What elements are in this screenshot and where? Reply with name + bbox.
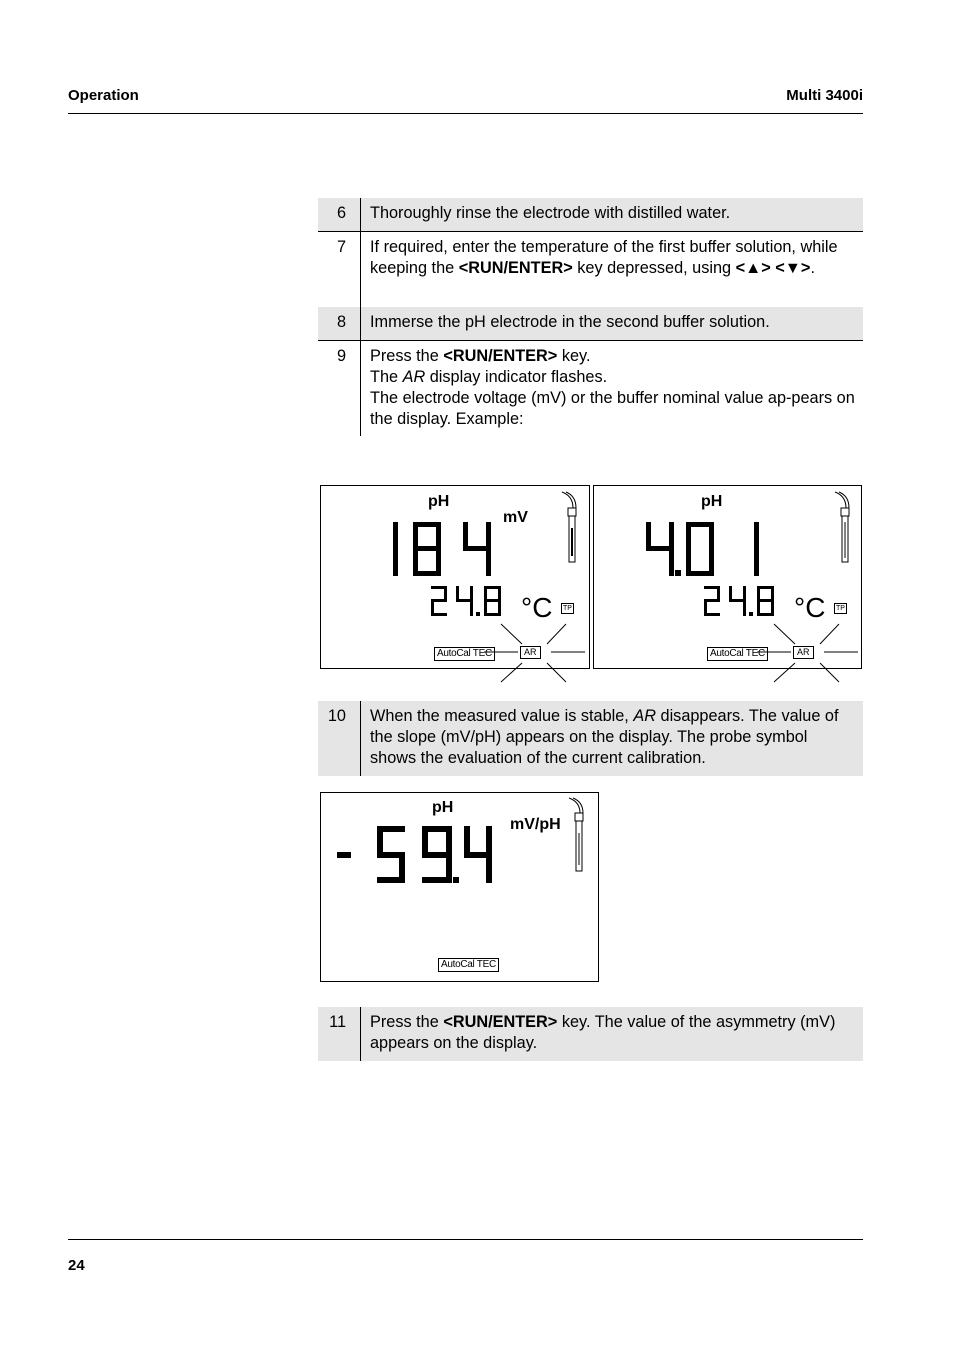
- text-run: display indicator flashes.: [425, 368, 608, 386]
- mode-label: pH: [701, 493, 723, 510]
- step-number: 9: [318, 341, 361, 436]
- key-name: <RUN/ENTER>: [443, 347, 558, 365]
- indicator-name: AR: [402, 368, 426, 386]
- step-8: [318, 307, 863, 341]
- indicator-name: AR: [633, 707, 656, 725]
- step-line: [370, 367, 855, 388]
- main-digits-184: [393, 522, 491, 576]
- text-run: key depressed, using: [572, 259, 736, 277]
- tp-indicator: TP: [836, 605, 845, 612]
- unit-label: mV: [503, 509, 528, 526]
- step-text: [361, 341, 863, 436]
- step-9: [318, 341, 863, 436]
- text-run: If required, enter the temperature of the first buffer solution, while keeping the: [370, 238, 838, 277]
- text-run: When the measured value is stable,: [370, 707, 634, 725]
- text-run: disappears. The value of the slope (mV/pH) appears on the display. The probe symbol shows the evaluation of the current calibration.: [370, 707, 839, 767]
- step-text: [361, 232, 863, 307]
- probe-icon: [569, 798, 583, 871]
- main-digits-594: [337, 826, 492, 883]
- step-text: [361, 701, 863, 776]
- header-rule: [68, 113, 863, 114]
- header-section: Operation: [68, 87, 139, 104]
- text-run: key.: [557, 347, 591, 365]
- ar-indicator: AR: [793, 646, 814, 659]
- lcd-display-ph: [593, 485, 862, 669]
- temp-digits: [704, 586, 774, 616]
- text-run: Press the: [370, 1013, 444, 1031]
- step-number: 6: [318, 198, 361, 231]
- step-6: [318, 198, 863, 232]
- text-run: key. The value of the asymmetry (mV) appears on the display.: [370, 1013, 836, 1052]
- probe-icon: [835, 492, 849, 562]
- text-run: Thoroughly rinse the electrode with distilled water.: [370, 204, 731, 222]
- text-run: The electrode voltage (mV) or the buffer nominal value ap-pears on the display. Example:: [370, 389, 855, 428]
- text-run: Immerse the pH electrode in the second buffer solution.: [370, 313, 770, 331]
- lcd-display-slope: [320, 792, 599, 982]
- step-10: [318, 701, 863, 776]
- step-number: 7: [318, 232, 361, 307]
- temp-unit: °C: [794, 592, 826, 623]
- header-product: Multi 3400i: [786, 87, 863, 104]
- autocal-indicator: AutoCal TEC: [707, 647, 768, 661]
- key-name: <RUN/ENTER>: [458, 259, 573, 277]
- step-text: [361, 198, 738, 231]
- text-run: Press the: [370, 347, 444, 365]
- main-digits-401: [646, 522, 759, 576]
- unit-label: mV/pH: [510, 816, 561, 833]
- tp-indicator: TP: [563, 605, 572, 612]
- ar-indicator: AR: [520, 646, 541, 659]
- step-text: [361, 1007, 863, 1061]
- autocal-indicator: AutoCal TEC: [438, 958, 499, 972]
- step-line: [370, 346, 855, 367]
- step-number: 10: [318, 701, 361, 776]
- step-number: 8: [318, 307, 361, 340]
- step-text: [361, 307, 778, 340]
- step-line: [370, 388, 855, 430]
- step-11: [318, 1007, 863, 1061]
- footer-rule: [68, 1239, 863, 1240]
- mode-label: pH: [432, 799, 454, 816]
- probe-icon: [562, 492, 576, 562]
- key-name: <RUN/ENTER>: [443, 1013, 558, 1031]
- text-run: .: [810, 259, 815, 277]
- mode-label: pH: [428, 493, 450, 510]
- key-name: <▲> <▼>: [735, 259, 811, 277]
- page-number: 24: [68, 1257, 85, 1274]
- lcd-display-mv: [320, 485, 590, 669]
- step-7: [318, 232, 863, 308]
- temp-digits: [431, 586, 501, 616]
- temp-unit: °C: [521, 592, 553, 623]
- text-run: The: [370, 368, 403, 386]
- autocal-indicator: AutoCal TEC: [434, 647, 495, 661]
- step-number: 11: [318, 1007, 361, 1061]
